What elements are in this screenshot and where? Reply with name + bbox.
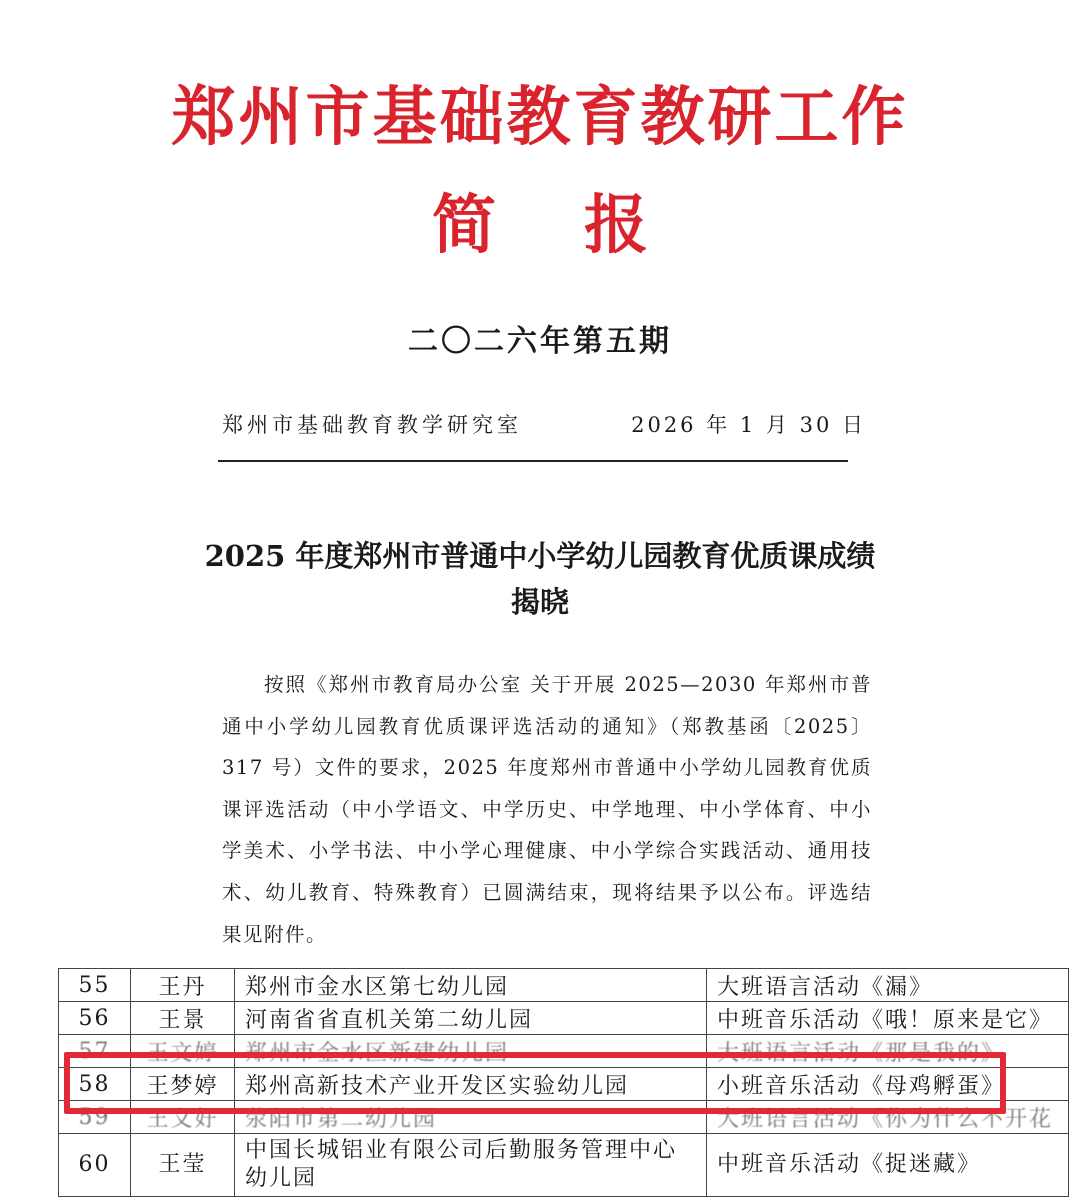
teacher-name: 王梦婷 xyxy=(131,1068,235,1101)
table-row xyxy=(59,1134,1069,1197)
headline-line-1: 2025 年度郑州市普通中小学幼儿园教育优质课成绩 xyxy=(204,539,876,573)
school-name: 郑州市金水区第七幼儿园 xyxy=(235,969,707,1002)
school-name: 河南省省直机关第二幼儿园 xyxy=(235,1002,707,1035)
teacher-name: 王文婷 xyxy=(131,1035,235,1068)
publish-date: 2026 年 1 月 30 日 xyxy=(631,413,866,437)
lesson-title: 大班语言活动《那是我的》 xyxy=(707,1035,1069,1068)
issue-number: 二〇二六年第五期 xyxy=(408,324,672,359)
row-number: 60 xyxy=(59,1134,131,1197)
article-headline xyxy=(180,533,900,625)
table-row xyxy=(59,969,1069,1002)
school-name: 中国长城铝业有限公司后勤服务管理中心幼儿园 xyxy=(235,1134,707,1197)
table-row xyxy=(59,1002,1069,1035)
lesson-title: 大班语言活动《漏》 xyxy=(707,969,1069,1002)
lesson-title: 中班音乐活动《捉迷藏》 xyxy=(707,1134,1069,1197)
masthead-subtitle-char-2: 报 xyxy=(584,189,648,263)
teacher-name: 王丹 xyxy=(131,969,235,1002)
school-name: 郑州高新技术产业开发区实验幼儿园 xyxy=(235,1068,707,1101)
teacher-name: 王莹 xyxy=(131,1134,235,1197)
row-number: 58 xyxy=(59,1068,131,1101)
masthead-subtitle-char-1: 简 xyxy=(432,189,496,263)
row-number: 56 xyxy=(59,1002,131,1035)
lesson-title: 小班音乐活动《母鸡孵蛋》 xyxy=(707,1068,1069,1101)
school-name: 郑州市金水区新建幼儿园 xyxy=(235,1035,707,1068)
masthead-title: 郑州市基础教育教研工作 xyxy=(171,81,909,155)
row-number: 55 xyxy=(59,969,131,1002)
article-body: 按照《郑州市教育局办公室 关于开展 2025—2030 年郑州市普通中小学幼儿园教育优质课评选活动的通知》（郑教基函〔2025〕317 号）文件的要求，2025 年度郑州市普通中小学幼儿园教育优质课评选活动（中小学语文、中学历史、中学地理、中小学体育、中小学美术、小学书法、中小学心理健康、中小学综合实践活动、通用技术、幼儿教育、特殊教育）已圆满结束，现将结果予以公布。评选结果见附件。 xyxy=(222,673,872,946)
lesson-title: 大班语言活动《你为什么不开花 xyxy=(707,1101,1069,1134)
masthead-subtitle xyxy=(0,186,1080,266)
school-name: 荥阳市第二幼儿园 xyxy=(235,1101,707,1134)
lesson-title: 中班音乐活动《哦！原来是它》 xyxy=(707,1002,1069,1035)
highlight-box xyxy=(64,1052,1006,1114)
teacher-name: 王文好 xyxy=(131,1101,235,1134)
teacher-name: 王景 xyxy=(131,1002,235,1035)
headline-line-2: 揭晓 xyxy=(510,585,569,619)
header-divider xyxy=(218,460,848,462)
row-number: 59 xyxy=(59,1101,131,1134)
row-number: 57 xyxy=(59,1035,131,1068)
publisher-office: 郑州市基础教育教学研究室 xyxy=(222,413,522,437)
